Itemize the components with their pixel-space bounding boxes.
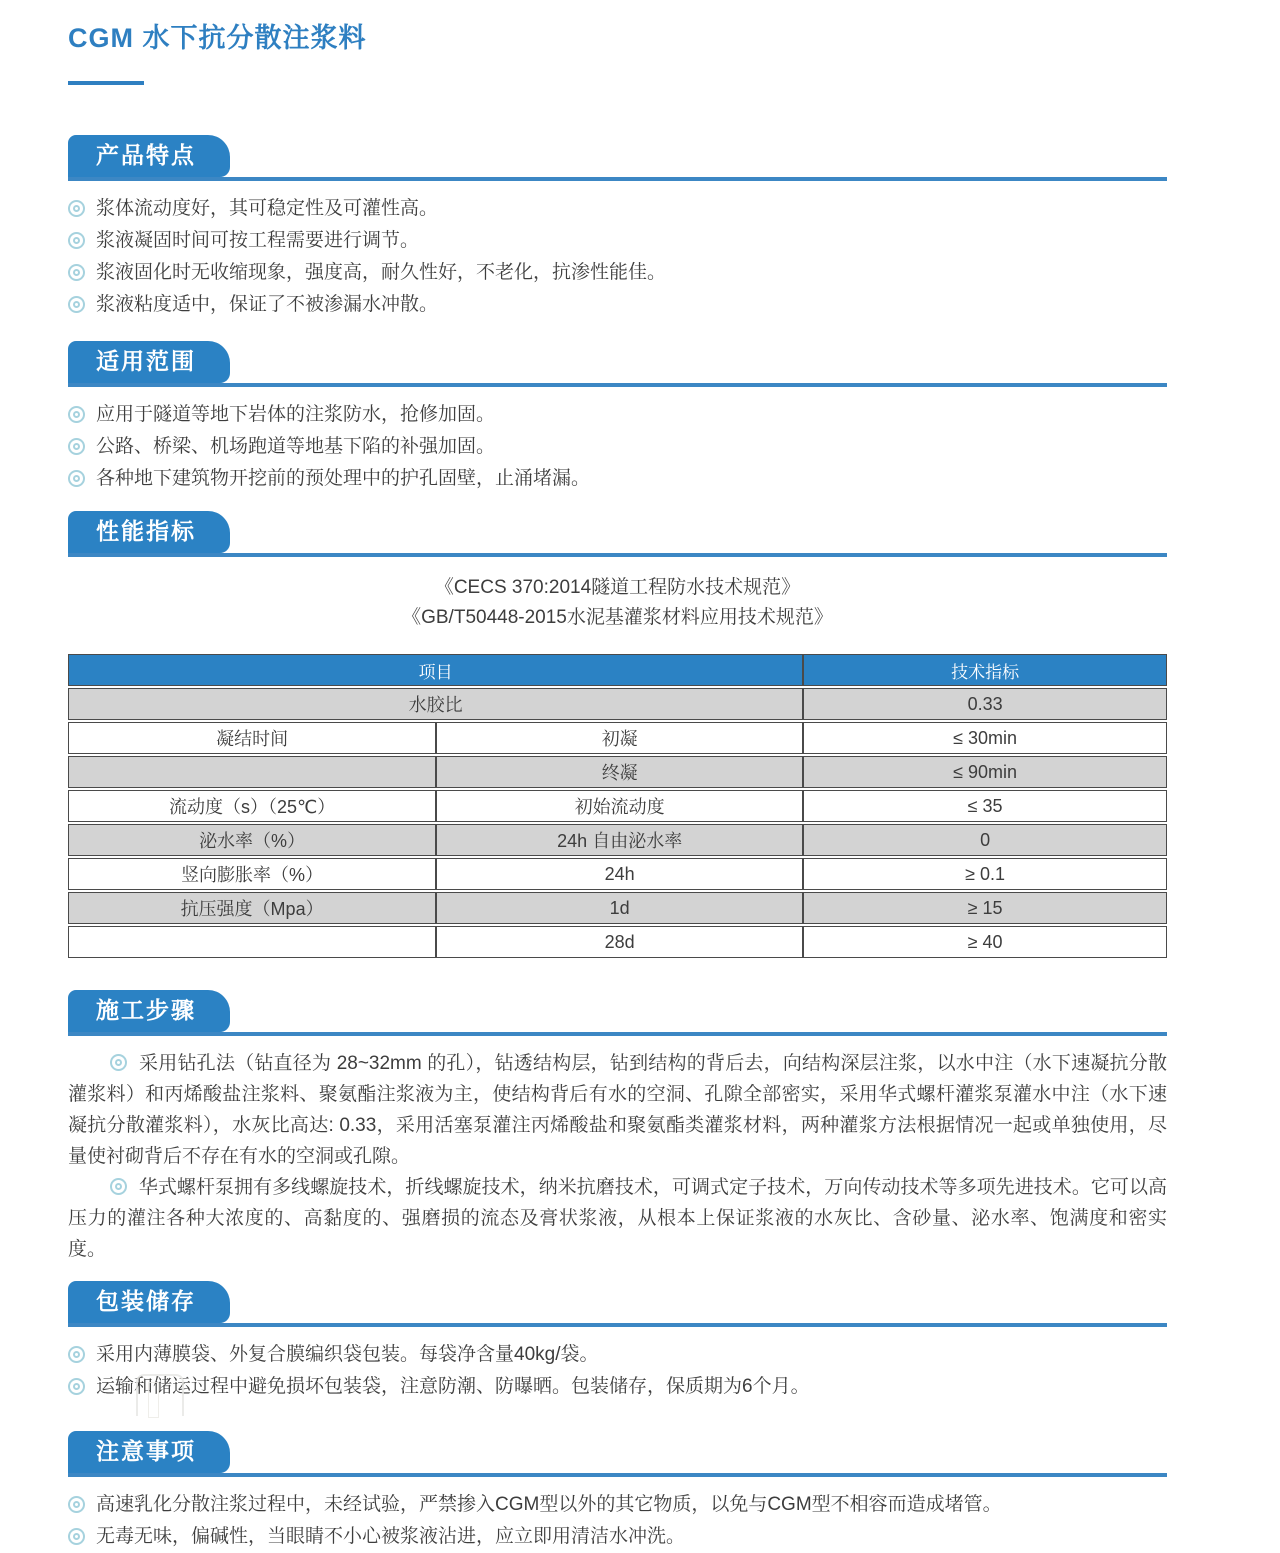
- list-item-text: 采用内薄膜袋、外复合膜编织袋包装。每袋净含量40kg/袋。: [96, 1344, 599, 1365]
- cell-item: 抗压强度（Mpa）: [68, 892, 436, 924]
- cell-item: [68, 756, 436, 788]
- cell-value: ≥ 40: [803, 926, 1167, 958]
- list-item: [68, 289, 1167, 321]
- standards-references: [68, 573, 1167, 633]
- table-row: [68, 892, 1167, 924]
- list-item-text: 浆液固化时无收缩现象，强度高，耐久性好，不老化，抗渗性能佳。: [96, 262, 667, 283]
- table-row: [68, 722, 1167, 754]
- list-item-text: 浆液粘度适中，保证了不被渗漏水冲散。: [96, 294, 439, 315]
- list-item: [68, 1489, 1167, 1521]
- cell-sub: 终凝: [436, 756, 803, 788]
- cell-sub: 初凝: [436, 722, 803, 754]
- cell-item: 竖向膨胀率（%）: [68, 858, 436, 890]
- list-item-text: 运输和储运过程中避免损坏包装袋，注意防潮、防曝晒。包装储存，保质期为6个月。: [96, 1376, 810, 1397]
- cell-value: ≥ 15: [803, 892, 1167, 924]
- list-item: [68, 463, 1167, 495]
- section-tab-features: 产品特点: [68, 135, 230, 177]
- table-row: [68, 688, 1167, 720]
- list-item-text: 无毒无味，偏碱性，当眼睛不小心被浆液沾进，应立即用清洁水冲洗。: [96, 1526, 686, 1547]
- cell-item: 凝结时间: [68, 722, 436, 754]
- cell-value: ≤ 90min: [803, 756, 1167, 788]
- paragraph-text: 采用钻孔法（钻直径为 28~32mm 的孔），钻透结构层，钻到结构的背后去，向结构深层注浆，以水中注（水下速凝抗分散灌浆料）和丙烯酸盐注浆料、聚氨酯注浆液为主，使结构背后有水的空洞、孔隙全部密实，采用华式螺杆灌浆泵灌水中注（水下速凝抗分散灌浆料），水灰比高达: 0.33，采用活塞泵灌注丙烯酸盐和聚氨酯类灌浆材料，两种灌浆方法根据情况一起或单独使用，尽量使衬砌背后不存在有水的空洞或孔隙。: [68, 1053, 1167, 1167]
- section-tab-construction: 施工步骤: [68, 990, 230, 1032]
- double-circle-bullet-icon: [110, 1054, 127, 1071]
- section-header-rule: [68, 990, 1167, 1036]
- notes-list: [68, 1489, 1167, 1553]
- section-performance: [68, 511, 1167, 960]
- double-circle-bullet-icon: [68, 438, 85, 455]
- cell-item: 流动度（s）（25℃）: [68, 790, 436, 822]
- table-row: [68, 790, 1167, 822]
- section-header-rule: [68, 1431, 1167, 1477]
- section-packaging: [68, 1281, 1167, 1403]
- cell-sub: 初始流动度: [436, 790, 803, 822]
- features-list: [68, 193, 1167, 321]
- section-construction: [68, 990, 1167, 1265]
- section-tab-scope: 适用范围: [68, 341, 230, 383]
- cell-sub: 28d: [436, 926, 803, 958]
- double-circle-bullet-icon: [68, 200, 85, 217]
- list-item: [68, 193, 1167, 225]
- list-item: [68, 431, 1167, 463]
- paragraph-text: 华式螺杆泵拥有多线螺旋技术，折线螺旋技术，纳米抗磨技术，可调式定子技术，万向传动技术等多项先进技术。它可以高压力的灌注各种大浓度的、高黏度的、强磨损的流态及膏状浆液，从根本上保证浆液的水灰比、含砂量、泌水率、饱满度和密实度。: [68, 1177, 1167, 1260]
- cell-value: 0.33: [803, 688, 1167, 720]
- paragraph: [68, 1172, 1167, 1265]
- page-content: [68, 0, 1167, 1553]
- page-title: CGM 水下抗分散注浆料: [68, 23, 367, 53]
- section-notes: [68, 1431, 1167, 1553]
- cell-item: [68, 926, 436, 958]
- list-item-text: 各种地下建筑物开挖前的预处理中的护孔固壁，止涌堵漏。: [96, 468, 591, 489]
- double-circle-bullet-icon: [110, 1178, 127, 1195]
- double-circle-bullet-icon: [68, 1528, 85, 1545]
- paragraph: [68, 1048, 1167, 1172]
- double-circle-bullet-icon: [68, 1378, 85, 1395]
- construction-paragraphs: [68, 1048, 1167, 1265]
- list-item: [68, 257, 1167, 289]
- packaging-list: [68, 1339, 1167, 1403]
- column-header-spec: 技术指标: [803, 654, 1167, 686]
- cell-item: 泌水率（%）: [68, 824, 436, 856]
- table-row: [68, 824, 1167, 856]
- section-tab-packaging: 包装储存: [68, 1281, 230, 1323]
- section-header-rule: [68, 511, 1167, 557]
- list-item-text: 浆体流动度好，其可稳定性及可灌性高。: [96, 198, 439, 219]
- section-features: [68, 135, 1167, 321]
- list-item: [68, 1371, 1167, 1403]
- standard-reference-line: 《GB/T50448-2015水泥基灌浆材料应用技术规范》: [402, 607, 833, 628]
- section-scope: [68, 341, 1167, 495]
- table-header-row: [68, 654, 1167, 686]
- list-item: [68, 225, 1167, 257]
- list-item-text: 高速乳化分散注浆过程中，未经试验，严禁掺入CGM型以外的其它物质，以免与CGM型不相容而造成堵管。: [96, 1494, 1002, 1515]
- double-circle-bullet-icon: [68, 232, 85, 249]
- cell-value: ≤ 30min: [803, 722, 1167, 754]
- section-tab-notes: 注意事项: [68, 1431, 230, 1473]
- cell-item: 水胶比: [68, 688, 803, 720]
- double-circle-bullet-icon: [68, 296, 85, 313]
- cell-value: 0: [803, 824, 1167, 856]
- cell-value: ≤ 35: [803, 790, 1167, 822]
- list-item-text: 应用于隧道等地下岩体的注浆防水，抢修加固。: [96, 404, 496, 425]
- table-row: [68, 756, 1167, 788]
- table-row: [68, 858, 1167, 890]
- section-header-rule: [68, 1281, 1167, 1327]
- double-circle-bullet-icon: [68, 470, 85, 487]
- watermark-bag-graphic: [136, 1374, 184, 1416]
- performance-table: [68, 652, 1167, 960]
- column-header-item: 项目: [68, 654, 803, 686]
- section-header-rule: [68, 135, 1167, 181]
- cell-sub: 1d: [436, 892, 803, 924]
- cell-value: ≥ 0.1: [803, 858, 1167, 890]
- scope-list: [68, 399, 1167, 495]
- list-item-text: 公路、桥梁、机场跑道等地基下陷的补强加固。: [96, 436, 496, 457]
- double-circle-bullet-icon: [68, 264, 85, 281]
- cell-sub: 24h: [436, 858, 803, 890]
- double-circle-bullet-icon: [68, 1346, 85, 1363]
- title-underline-dash: [68, 81, 144, 85]
- list-item: [68, 1521, 1167, 1553]
- table-row: [68, 926, 1167, 958]
- list-item-text: 浆液凝固时间可按工程需要进行调节。: [96, 230, 420, 251]
- double-circle-bullet-icon: [68, 1496, 85, 1513]
- double-circle-bullet-icon: [68, 406, 85, 423]
- section-tab-performance: 性能指标: [68, 511, 230, 553]
- standard-reference-line: 《CECS 370:2014隧道工程防水技术规范》: [434, 577, 801, 598]
- cell-sub: 24h 自由泌水率: [436, 824, 803, 856]
- section-header-rule: [68, 341, 1167, 387]
- list-item: [68, 1339, 1167, 1371]
- list-item: [68, 399, 1167, 431]
